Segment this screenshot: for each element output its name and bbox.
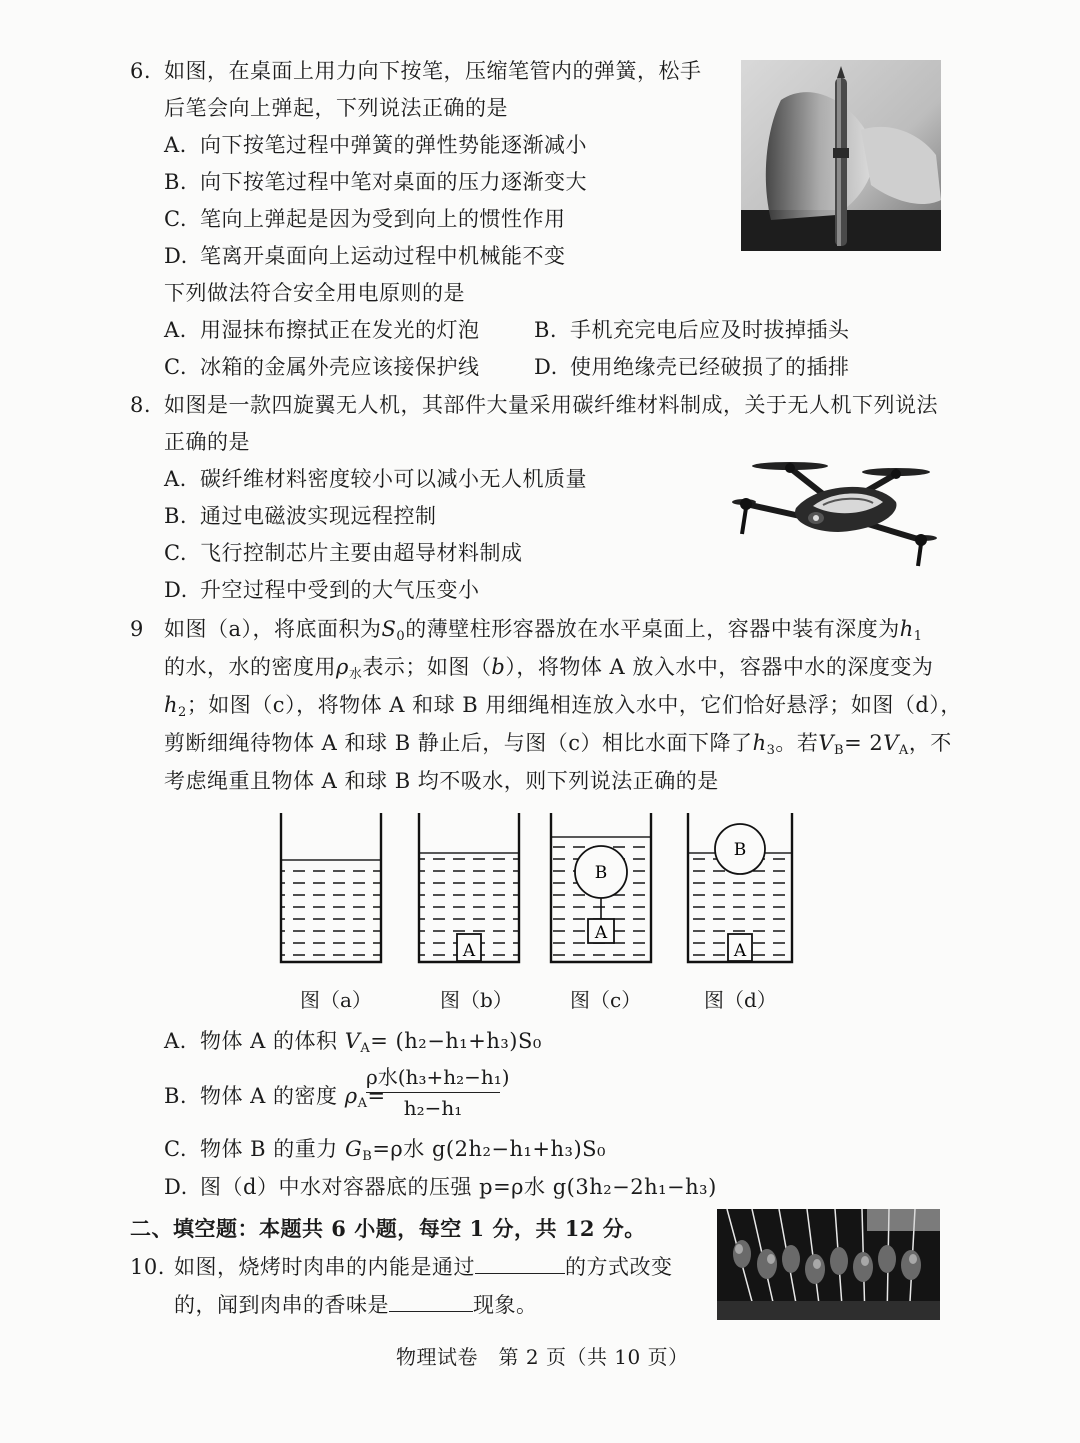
q8-option-a: A. 碳纤维材料密度较小可以减小无人机质量: [164, 467, 587, 491]
page-footer: 物理试卷 第 2 页（共 10 页）: [396, 1345, 689, 1369]
q9-stem-line5: 考虑绳重且物体 A 和球 B 均不吸水，则下列说法正确的是: [164, 769, 719, 793]
container-diagrams: [270, 805, 810, 970]
q7-option-d: D. 使用绝缘壳已经破损了的插排: [534, 355, 850, 379]
q7-option-c: C. 冰箱的金属外壳应该接保护线: [164, 355, 480, 379]
q7-option-b: B. 手机充完电后应及时拔掉插头: [534, 318, 850, 342]
fraction-numerator: ρ水(h₃+h₂−h₁): [366, 1065, 510, 1089]
q8-option-b: B. 通过电磁波实现远程控制: [164, 504, 437, 528]
q10-line2: 的，闻到肉串的香味是 现象。: [174, 1290, 538, 1320]
q8-option-d: D. 升空过程中受到的大气压变小: [164, 578, 480, 602]
q6-option-d: D. 笔离开桌面向上运动过程中机械能不变: [164, 244, 566, 268]
q7-stem: 下列做法符合安全用电原则的是: [164, 281, 465, 305]
q8-option-c: C. 飞行控制芯片主要由超导材料制成: [164, 541, 523, 565]
q9-option-a: A. 物体 A 的体积 $V_A= (h_2-h_1+h_3)S_0$: [164, 1029, 542, 1056]
q6-option-c: C. 笔向上弹起是因为受到向上的惯性作用: [164, 207, 566, 231]
density-fraction: [366, 1064, 510, 1121]
q6-number: 6.: [130, 59, 152, 83]
barbecue-photo: [717, 1209, 940, 1320]
fraction-denominator: h₂−h₁: [403, 1096, 463, 1120]
fig-b-label-a: A: [462, 941, 476, 961]
q9-stem-line1: 9 如图（a），将底面积为$S_0$的薄壁柱形容器放在水平桌面上，容器中装有深度为$h_1$: [130, 617, 923, 644]
section-2-heading: 二、填空题：本题共 6 小题，每空 1 分，共 12 分。: [130, 1216, 646, 1241]
q10-line1: 10. 如图，烧烤时肉串的内能是通过 的方式改变: [130, 1252, 673, 1282]
fig-c-label-b: B: [594, 863, 608, 883]
q6-option-b: B. 向下按笔过程中笔对桌面的压力逐渐变大: [164, 170, 587, 194]
q8-stem-line1: 8. 如图是一款四旋翼无人机，其部件大量采用碳纤维材料制成，关于无人机下列说法: [130, 393, 938, 417]
q7-option-a: A. 用湿抹布擦拭正在发光的灯泡: [164, 318, 480, 342]
figure-a-caption: 图（a）: [300, 988, 372, 1012]
q9-stem-line2: 的水，水的密度用$\rho_水$表示；如图（b），将物体 A 放入水中，容器中水的深度变为: [164, 655, 934, 682]
q6-stem-line2: 后笔会向上弹起，下列说法正确的是: [164, 96, 508, 120]
q8-stem-line2: 正确的是: [164, 430, 250, 454]
q10-blank-2[interactable]: [389, 1290, 473, 1312]
figure-c-caption: 图（c）: [570, 988, 642, 1012]
q9-option-b: B. 物体 A 的密度 $\rho_A=$: [164, 1084, 386, 1111]
figure-b-container: [419, 813, 519, 962]
fig-c-label-a: A: [594, 923, 608, 943]
figure-d-caption: 图（d）: [704, 988, 777, 1012]
q6-option-a: A. 向下按笔过程中弹簧的弹性势能逐渐减小: [164, 133, 587, 157]
fig-d-label-a: A: [733, 941, 747, 961]
figure-a-container: [281, 813, 381, 962]
figure-d-container: [688, 813, 792, 962]
figure-b-caption: 图（b）: [440, 988, 513, 1012]
fig-d-label-b: B: [733, 840, 747, 860]
q9-option-c: C. 物体 B 的重力 $G_B=\rho$水 g(2h₂−h₁+h₃)S₀: [164, 1137, 606, 1164]
q10-blank-1[interactable]: [475, 1252, 565, 1274]
pen-photo: [741, 60, 941, 251]
q9-stem-line3: $h_2$；如图（c），将物体 A 和球 B 用细绳相连放入水中，它们恰好悬浮；如图（d），: [164, 693, 962, 720]
q6-stem-line1: 6. 如图，在桌面上用力向下按笔，压缩笔管内的弹簧，松手: [130, 56, 702, 86]
q9-stem-line4: 剪断细绳待物体 A 和球 B 静止后，与图（c）相比水面下降了$h_3$。若$V_B= 2V_A$，不: [164, 731, 952, 758]
drone-image: [718, 450, 943, 570]
q9-option-d: D. 图（d）中水对容器底的压强 p=ρ水 g(3h₂−2h₁−h₃): [164, 1175, 717, 1199]
